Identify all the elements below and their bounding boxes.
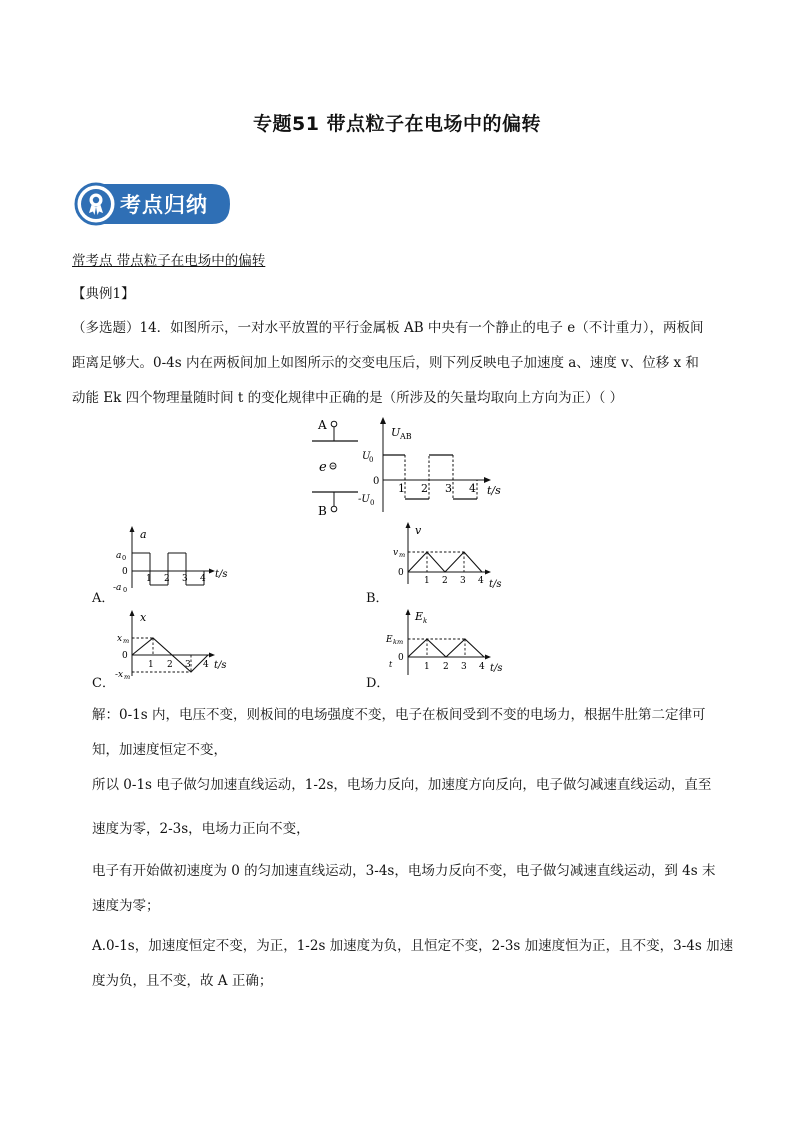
vm-sub: m (399, 551, 406, 559)
page-title: 专题51 带点粒子在电场中的偏转 (252, 113, 542, 135)
option-b-label[interactable]: B． (366, 591, 389, 606)
tick-3: 3 (445, 482, 452, 495)
example-label: 【典例1】 (72, 286, 135, 302)
graph-c-svg (112, 608, 242, 680)
d-t-label: t/s (490, 663, 503, 674)
d-tick-4: 4 (479, 662, 485, 672)
graph-b-svg (388, 520, 518, 592)
plate-a-label: A (318, 418, 327, 432)
graph-a (112, 524, 242, 596)
uab-label: U (391, 426, 401, 439)
option-d-label[interactable]: D． (366, 676, 390, 691)
a0-label: a (116, 551, 122, 561)
a-tick-3: 3 (182, 574, 188, 584)
zero-label: 0 (373, 476, 380, 487)
solution-line-6: 速度为零； (92, 898, 160, 914)
b-tick-1: 1 (424, 576, 430, 586)
neg-u0-label: -U (358, 494, 370, 505)
uab-sub: AB (400, 432, 412, 441)
graph-b (388, 520, 518, 596)
ek-stray-mark: t (389, 660, 393, 669)
a-tick-4: 4 (200, 574, 206, 584)
b-t-label: t/s (489, 579, 502, 590)
x-axis-label: x (140, 611, 147, 624)
solution-line-8: 度为负，且不变，故 A 正确； (92, 973, 273, 989)
graph-a-svg (112, 524, 242, 592)
solution-line-7: A.0-1s，加速度恒定不变，为正，1-2s 加速度为负，且恒定不变，2-3s 加速度恒为正，且不变，3-4s 加速 (92, 938, 734, 954)
solution-line-2: 知，加速度恒定不变， (92, 742, 227, 758)
ek-axis-label: E (415, 610, 424, 623)
c-t-label: t/s (214, 660, 227, 671)
solution-line-1: 解：0-1s 内，电压不变，则板间的电场强度不变，电子在板间受到不变的电场力，根据牛肚第二定律可 (92, 707, 706, 723)
a-axis-label: a (140, 528, 147, 541)
plate-b-label: B (318, 504, 327, 518)
main-figure (300, 412, 515, 528)
option-c-label[interactable]: C． (92, 676, 115, 691)
neg-u0-sub: 0 (370, 499, 375, 507)
c-tick-4: 4 (203, 660, 209, 670)
neg-xm-label: -x (115, 670, 124, 680)
solution-line-4: 速度为零，2-3s，电场力正向不变， (92, 821, 310, 837)
b-tick-2: 2 (442, 576, 448, 586)
solution-line-5: 电子有开始做初速度为 0 的匀加速直线运动，3-4s，电场力反向不变，电子做匀减速直线运动，到 4s 末 (92, 863, 716, 879)
question-line-3: 动能 Ek 四个物理量随时间 t 的变化规律中正确的是（所涉及的矢量均取向上方向为正）（ ） (72, 390, 624, 406)
a-t-label: t/s (215, 569, 228, 580)
ekm-label: E (386, 635, 393, 645)
question-line-2: 距离足够大。0-4s 内在两板间加上如图所示的交变电压后，则下列反映电子加速度 a、速度 v、位移 x 和 (72, 355, 699, 371)
v-zero: 0 (398, 568, 404, 578)
c-tick-2: 2 (167, 660, 173, 670)
tick-1: 1 (398, 482, 405, 495)
a0-sub: 0 (122, 554, 127, 562)
x-zero: 0 (122, 651, 128, 661)
d-tick-1: 1 (424, 662, 430, 672)
d-tick-3: 3 (461, 662, 467, 672)
ek-zero: 0 (398, 653, 404, 663)
neg-a0-sub: 0 (123, 586, 128, 592)
tick-2: 2 (421, 482, 428, 495)
ek-axis-sub: k (423, 617, 428, 625)
u0-label: U (362, 451, 371, 462)
xm-sub: m (123, 637, 130, 645)
solution-line-3: 所以 0-1s 电子做匀加速直线运动，1-2s，电场力反向，加速度方向反向，电子做匀减速直线运动，直至 (92, 777, 712, 793)
section-heading: 常考点 带点粒子在电场中的偏转 (72, 253, 266, 269)
section-badge (74, 182, 234, 226)
b-tick-3: 3 (460, 576, 466, 586)
badge-label: 考点归纳 (120, 193, 208, 217)
question-line-1: （多选题）14．如图所示，一对水平放置的平行金属板 AB 中央有一个静止的电子 e（不计重力），两板间 (72, 320, 704, 336)
neg-xm-sub: m (124, 673, 131, 680)
a-tick-1: 1 (146, 574, 152, 584)
d-tick-2: 2 (443, 662, 449, 672)
v-axis-label: v (415, 524, 422, 537)
c-tick-3: 3 (185, 660, 191, 670)
xm-label: x (117, 634, 123, 644)
a-zero: 0 (122, 567, 128, 577)
a-tick-2: 2 (164, 574, 170, 584)
graph-d-svg (380, 607, 510, 679)
main-figure-svg (300, 412, 515, 524)
ekm-sub: km (393, 638, 404, 646)
b-tick-4: 4 (478, 576, 484, 586)
neg-a0-label: -a (113, 583, 122, 592)
tick-4: 4 (469, 482, 476, 495)
electron-label: e (319, 460, 327, 475)
t-axis-label: t/s (487, 484, 501, 497)
graph-d (380, 607, 510, 683)
c-tick-1: 1 (148, 660, 154, 670)
vm-label: v (393, 548, 399, 558)
u0-sub: 0 (369, 456, 374, 464)
graph-c (112, 608, 242, 684)
option-a-label[interactable]: A． (92, 591, 115, 606)
